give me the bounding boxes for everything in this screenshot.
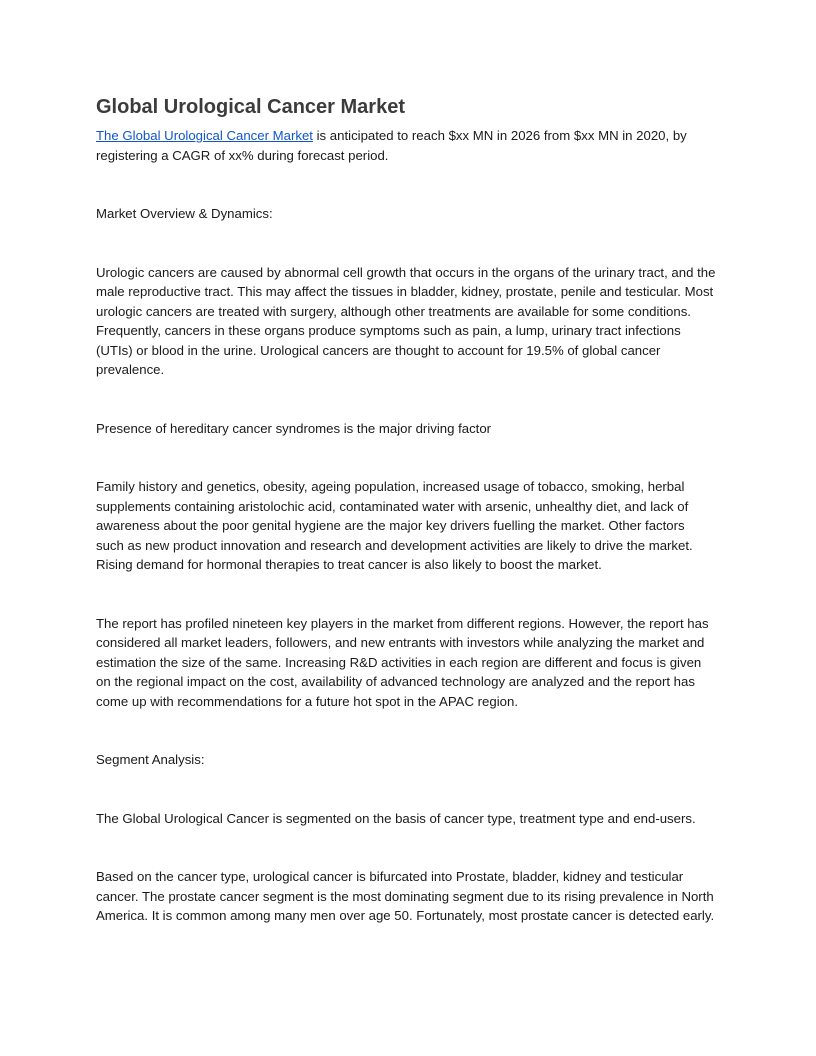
market-report-link[interactable]: The Global Urological Cancer Market <box>96 128 313 143</box>
segment-intro-paragraph: The Global Urological Cancer is segmented on the basis of cancer type, treatment type and end-users. <box>96 810 696 826</box>
segment-analysis-heading: Segment Analysis: <box>96 752 205 767</box>
overview-paragraph: Urologic cancers are caused by abnormal cell growth that occurs in the organs of the urinary tract, and the male reproductive tract. This may affect the tissues in bladder, kidney, prostate, penile and testicular. Most urologic cancers are treated with surgery, although other treatments are available for some conditions. Frequently, cancers in these organs produce symptoms such as pain, a lump, urinary tract infections (UTIs) or blood in the urine. Urological cancers are thought to account for 19.5% of global cancer prevalence. <box>96 264 716 377</box>
intro-paragraph <box>96 126 716 165</box>
report-paragraph: The report has profiled nineteen key players in the market from different regions. However, the report has considered all market leaders, followers, and new entrants with investors while analyzing the market and estimation the size of the same. Increasing R&D activities in each region are different and focus is given on the regional impact on the cost, availability of advanced technology are analyzed and the report has come up with recommendations for a future hot spot in the APAC region. <box>96 615 709 709</box>
market-overview-heading: Market Overview & Dynamics: <box>96 206 273 221</box>
document-page <box>96 94 716 926</box>
drivers-paragraph: Family history and genetics, obesity, ageing population, increased usage of tobacco, smoking, herbal supplements containing aristolochic acid, contaminated water with arsenic, unhealthy diet, and lack of awareness about the poor genital hygiene are the major key drivers fuelling the market. Other factors such as new product innovation and research and development activities are likely to drive the market. Rising demand for hormonal therapies to treat cancer is also likely to boost the market. <box>96 479 693 572</box>
intro-text: is anticipated to reach $xx MN in 2026 from $xx MN in 2020, by registering a CAGR of xx% during forecast period. <box>96 128 687 163</box>
spacer <box>96 438 716 477</box>
driving-factor-heading: Presence of hereditary cancer syndromes is the major driving factor <box>96 420 492 436</box>
spacer <box>96 380 716 419</box>
cancer-type-paragraph: Based on the cancer type, urological cancer is bifurcated into Prostate, bladder, kidney and testicular cancer. The prostate cancer segment is the most dominating segment due to its rising prevalence in North America. It is common among many men over age 50. Fortunately, most prostate cancer is detected early. <box>96 869 715 923</box>
spacer <box>96 828 716 867</box>
spacer <box>96 165 716 204</box>
spacer <box>96 770 716 809</box>
spacer <box>96 575 716 614</box>
spacer <box>96 711 716 750</box>
spacer <box>96 224 716 263</box>
document-title: Global Urological Cancer Market <box>96 96 405 118</box>
